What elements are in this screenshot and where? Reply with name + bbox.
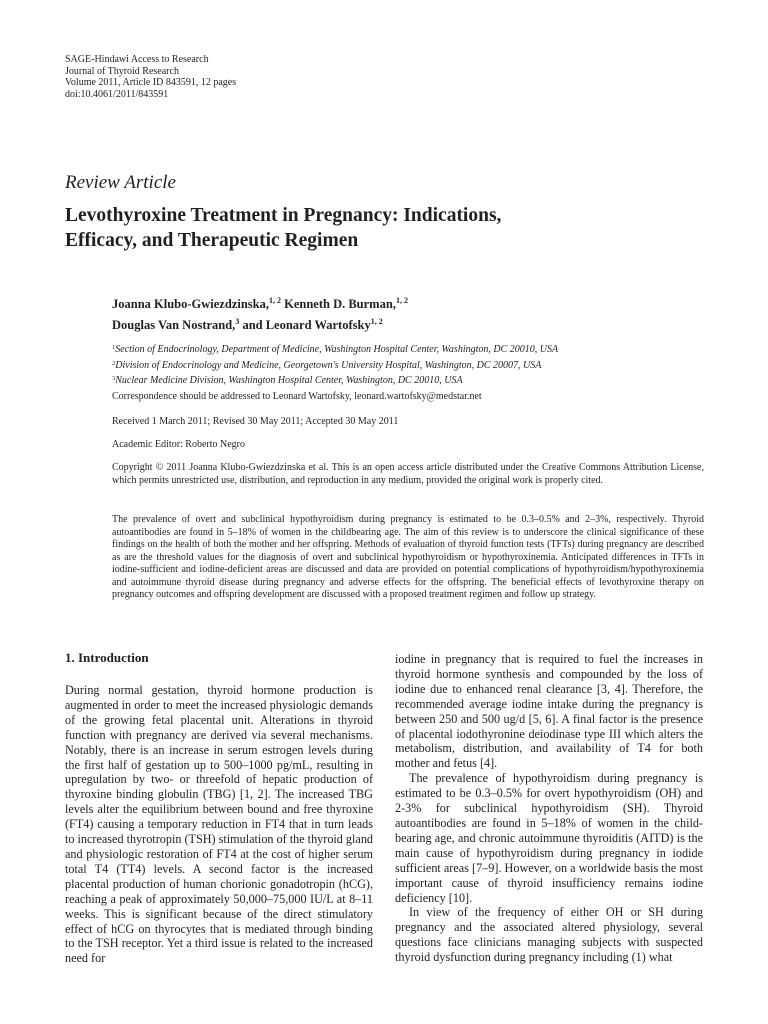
copyright-notice: Copyright © 2011 Joanna Klubo-Gwiezdzinska et al. This is an open access article distributed under the Creative Commons Attribution License, which permits unrestricted use, distribution, and reproduction in any medium, provided the original work is properly cited. [112, 462, 704, 486]
journal-header [65, 54, 236, 100]
correspondence-email[interactable]: leonard.wartofsky@medstar.net [354, 391, 482, 402]
paragraph: iodine in pregnancy that is required to fuel the increases in thyroid hormone synthesis and compounded by the loss of iodine due to enhanced renal clearance [3, 4]. Therefore, the recommended average iodine intake during the pregnancy is between 250 and 500 ug/d [5, 6]. A final factor is the presence of placental iodothyronine deiodinase type III which alters the metabolism, distribution, and availability of T4 for both mother and fetus [4]. [395, 652, 703, 771]
affiliation: $^3$Nuclear Medicine Division, Washington Hospital Center, Washington, DC 20010, USA [112, 375, 463, 386]
author-name: Joanna Klubo-Gwiezdzinska, [112, 297, 269, 311]
author-affil-ref: 1, 2 [370, 317, 383, 326]
affiliation: $^1$Section of Endocrinology, Department of Medicine, Washington Hospital Center, Washington, DC 20010, USA [112, 344, 559, 355]
affiliations [112, 341, 558, 388]
abstract: The prevalence of overt and subclinical hypothyroidism during pregnancy is estimated to be 0.3–0.5% and 2–3%, respectively. Thyroid autoantibodies are found in 5–18% of women in the childbearing age. The aim of this review is to underscore the clinical significance of these findings on the health of both the mother and her offspring. Methods of evaluation of thyroid function tests (TFTs) during pregnancy are described as are the threshold values for the diagnosis of overt and subclinical hypothyroidism or hypothyroxinemia. Anticipated differences in TFTs in iodine-sufficient and iodine-deficient areas are discussed and data are provided on potential complications of hypothyroidism/hypothyroxinemia and autoimmune thyroid disease during pregnancy and adverse effects for the offspring. The beneficial effects of levothyroxine therapy on pregnancy outcomes and offspring development are discussed with a proposed treatment regimen and follow up strategy. [112, 514, 704, 600]
journal-name: Journal of Thyroid Research [65, 65, 179, 77]
title-line-2: Efficacy, and Therapeutic Regimen [65, 230, 359, 251]
section-heading: 1. Introduction [65, 650, 149, 665]
right-column [395, 652, 703, 965]
left-column [65, 683, 373, 966]
title-line-1: Levothyroxine Treatment in Pregnancy: Indications, [65, 205, 502, 226]
article-dates: Received 1 March 2011; Revised 30 May 2011; Accepted 30 May 2011 [112, 416, 399, 427]
paragraph: The prevalence of hypothyroidism during pregnancy is estimated to be 0.3–0.5% for overt hypothyroidism (OH) and 2-3% for subclinical hypothyroidism (SH). Thyroid autoantibodies are found in 5–18% of women in the child-bearing age, and chronic autoimmune thyroiditis (AITD) is the main cause of hypothyroidism during pregnancy in iodide sufficient areas [7–9]. However, on a worldwide basis the most important cause of thyroid insufficiency remains iodine deficiency [10]. [395, 771, 703, 905]
paragraph: In view of the frequency of either OH or SH during pregnancy and the associated altered physiology, several questions face clinicians managing subjects with suspected thyroid dysfunction during pregnancy including (1) what [395, 905, 703, 965]
author-name: Kenneth D. Burman, [284, 297, 396, 311]
doi: doi:10.4061/2011/843591 [65, 88, 169, 100]
volume-info: Volume 2011, Article ID 843591, 12 pages [65, 77, 237, 88]
paragraph: During normal gestation, thyroid hormone production is augmented in order to meet the increased physiologic demands of the growing fetal placental unit. Alterations in thyroid function with pregnancy are derived via several mechanisms. Notably, there is an increase in serum estrogen levels during the first half of gestation up to 500–1000 pg/mL, resulting in upregulation by two- or threefold of hepatic production of thyroxine binding globulin (TBG) [1, 2]. The increased TBG levels alter the equilibrium between bound and free thyroxine (FT4) causing a temporary reduction in FT4 that in turn leads to increased thyrotropin (TSH) stimulation of the thyroid gland and physiologic restoration of FT4 at the cost of higher serum total T4 (TT4) levels. A second factor is the increased placental production of human chorionic gonadotropin (hCG), reaching a peak of approximately 50,000–75,000 IU/L at 8–11 weeks. This is significant because of the direct stimulatory effect of hCG on thyrocytes that is mediated through binding to the TSH receptor. Yet a third issue is related to the increased need for [65, 683, 374, 966]
publisher-line: SAGE-Hindawi Access to Research [65, 54, 209, 65]
author-affil-ref: 1, 2 [395, 296, 408, 305]
author-name: Douglas Van Nostrand, [112, 318, 236, 332]
author-list [112, 292, 408, 334]
author-affil-ref: 1, 2 [268, 296, 281, 305]
academic-editor: Academic Editor: Roberto Negro [112, 439, 246, 450]
author-affil-ref: 3 [235, 317, 240, 326]
article-type: Review Article [65, 172, 176, 193]
affiliation: $^2$Division of Endocrinology and Medicine, Georgetown's University Hospital, Washington, DC 20007, USA [112, 359, 542, 371]
correspondence: Correspondence should be addressed to Leonard Wartofsky, leonard.wartofsky@medstar.net [112, 391, 482, 402]
paper-title [65, 203, 715, 253]
author-name: and Leonard Wartofsky [242, 318, 371, 332]
